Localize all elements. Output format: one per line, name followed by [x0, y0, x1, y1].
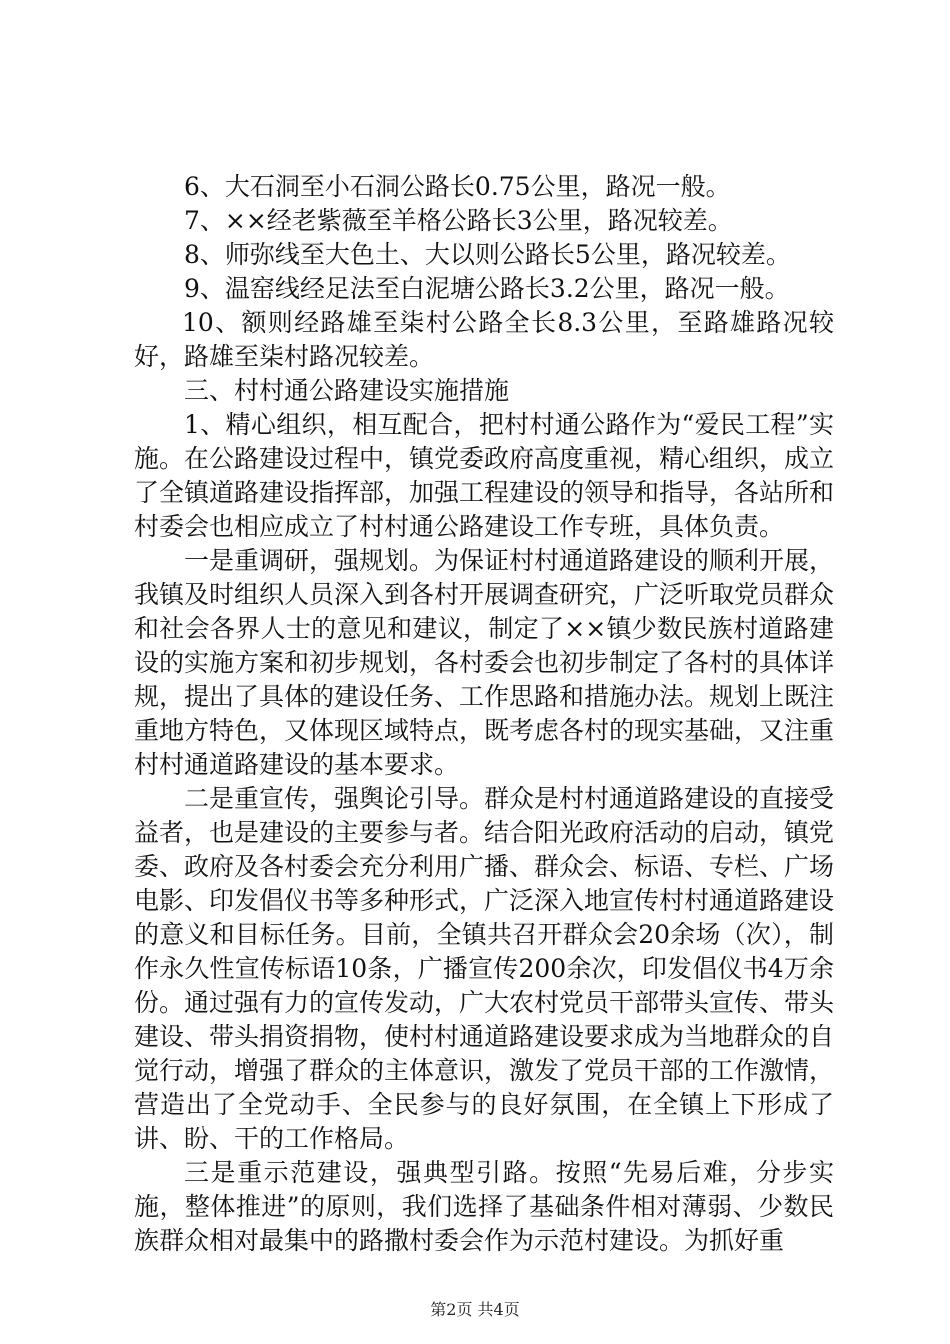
road-item-6: 6、大石洞至小石洞公路长0.75公里，路况一般。: [184, 172, 731, 201]
road-item-8: 8、师弥线至大色土、大以则公路长5公里，路况较差。: [184, 240, 791, 269]
road-item-10: 10、额则经路雄至柒村公路全长8.3公里，至路雄路况较好，路雄至柒村路况较差。: [134, 308, 834, 371]
section-heading: 三、村村通公路建设实施措施: [184, 376, 510, 405]
document-body: [134, 170, 834, 1258]
road-item-7: 7、××经老紫薇至羊格公路长3公里，路况较差。: [184, 206, 733, 235]
page-footer: 第2页 共4页: [430, 1300, 520, 1319]
measure-paragraph-research: 一是重调研，强规划。为保证村村通道路建设的顺利开展，我镇及时组织人员深入到各村开展调查研究，广泛听取党员群众和社会各界人士的意见和建议，制定了××镇少数民族村道路建设的实施方案和初步规划，各村委会也初步制定了各村的具体详规，提出了具体的建设任务、工作思路和措施办法。规划上既注重地方特色，又体现区域特点，既考虑各村的现实基础，又注重村村通道路建设的基本要求。: [134, 546, 835, 779]
measure-paragraph-1: 1、精心组织，相互配合，把村村通公路作为“爱民工程”实施。在公路建设过程中，镇党委政府高度重视，精心组织，成立了全镇道路建设指挥部，加强工程建设的领导和指导，各站所和村委会也相应成立了村村通公路建设工作专班，具体负责。: [134, 410, 835, 541]
road-item-9: 9、温窑线经足法至白泥塘公路长3.2公里，路况一般。: [184, 274, 790, 303]
measure-paragraph-demonstration: 三是重示范建设，强典型引路。按照“先易后难，分步实施，整体推进”的原则，我们选择了基础条件相对薄弱、少数民族群众相对最集中的路撒村委会作为示范村建设。为抓好重: [134, 1158, 834, 1255]
measure-paragraph-publicity: 二是重宣传，强舆论引导。群众是村村通道路建设的直接受益者，也是建设的主要参与者。结合阳光政府活动的启动，镇党委、政府及各村委会充分利用广播、群众会、标语、专栏、广场电影、印发倡仪书等多种形式，广泛深入地宣传村村通道路建设的意义和目标任务。目前，全镇共召开群众会20余场（次），制作永久性宣传标语10条，广播宣传200余次，印发倡仪书4万余份。通过强有力的宣传发动，广大农村党员干部带头宣传、带头建设、带头捐资捐物，使村村通道路建设要求成为当地群众的自觉行动，增强了群众的主体意识，激发了党员干部的工作激情，营造出了全党动手、全民参与的良好氛围，在全镇上下形成了讲、盼、干的工作格局。: [134, 784, 835, 1153]
